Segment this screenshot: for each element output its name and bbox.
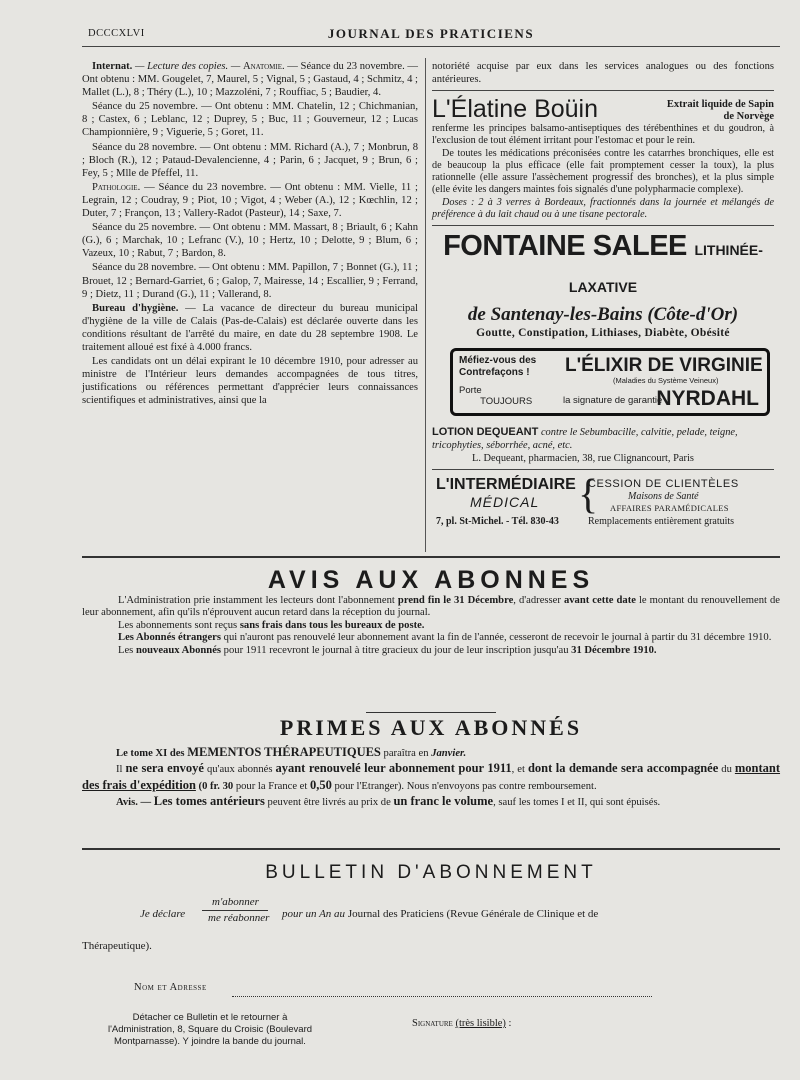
primes-paragraph-2 [82,761,780,794]
anatomie-28nov: Séance du 28 novembre. — Ont obtenu : MM. Richard (A.), 7 ; Monbrun, 8 ; Bloch (R.), 12 ; Pataud-Devalencienne, 4 ; Parin, 6 ; Jacquet, 9 ; Brun, 6 ; Fey, 5 ; Mlle de Pfeffel, 11. [82,141,418,179]
avis-paragraph-1 [82,595,780,620]
anatomie-25nov: Séance du 25 novembre. — Ont obtenu : MM. Chatelin, 12 ; Chichmanian, 8 ; Castex, 6 ; Leblanc, 12 ; Duprey, 5 ; Buc, 11 ; Gouverneur, 12 ; Lucas Championnière, 9 ; Viguerie, 5 ; Goret, 11. [82,101,418,139]
intermediaire-affaires: AFFAIRES PARAMÉDICALES [610,503,729,514]
hygiene-text: — La vacance de directeur du bureau municipal d'hygiène de la ville de Calais (Pas-de-Calais) est déclarée ouverte dans les conditions résultant de l'arrêté du maire, en date du 28 septembre 1908. Le traitement alloué est fixé à 4.000 francs. [82,302,418,353]
ad-separator [432,225,774,226]
avis-p1e: le montant du renouvellement de leur abonnement, afin qu'ils n'éprouvent aucun retard dans la réception du journal. [82,595,780,619]
elatine-extract: Extrait liquide de Sapin de Norvège [666,99,774,122]
avis-paragraph-4 [82,645,780,657]
option-reabonner[interactable]: me réabonner [208,912,270,924]
je-declare: Je déclare [140,908,186,920]
avis-p4c: pour 1911 recevront le journal à titre gracieux du jour de leur inscription jusqu'au [221,644,572,656]
primes-p2c: qu'aux abonnés [203,764,276,776]
elatine-text-2: De toutes les médications préconisées contre les catarrhes bronchiques, elle est de beaucoup la plus efficace (elle fait promptement cesser la toux), la plus rationnelle (elle assure l'assèchement progressif des bronches), et la plus simple (elle évite les dangers maintes fois signalés d'une polypharmacie complexe). [432,147,774,196]
avis-p4b: nouveaux Abonnés [135,644,222,656]
avis-p4d: 31 Décembre 1910. [571,644,657,656]
page-folio: DCCCXLVI [88,28,145,39]
primes-p2g: du [718,764,735,776]
avis-p2a: Les abonnements sont reçus [118,619,240,631]
fontaine-place: de Santenay-les-Bains (Côte-d'Or) [467,304,739,326]
intermediaire-address: 7, pl. St-Michel. - Tél. 830-43 [436,516,559,528]
hygiene-paragraph [82,302,418,354]
internat-text: — Lecture des copies. — [132,61,243,72]
right-column [432,60,774,532]
signature-label: Signature [412,1018,453,1029]
elixir-warning-2: Contrefaçons ! [459,367,530,379]
option-abonner[interactable]: m'abonner [212,896,259,908]
primes-p2b: ne sera envoyé [125,761,204,776]
elixir-ad [450,348,770,416]
pathologie-28nov: Séance du 28 novembre. — Ont obtenu : MM. Papillon, 7 ; Bonnet (G.), 11 ; Brouet, 12 ; Bernard-Garriet, 6 ; Galop, 7, Mairesse, 14 ; Escallier, 9 ; Ferrand, 9 ; Dietz, 11 ; Durand (G.), 11 ; Vallerand, 8. [82,262,418,300]
avis-p1a: L'Administration prie instamment les lecteurs dont l'abonnement [118,595,398,606]
elixir-maladies: (Maladies du Système Veineux) [613,376,719,386]
bulletin-form [82,848,780,1078]
primes-p2h: montant des frais d'expédition [82,761,781,792]
therapeutique-text: Thérapeutique). [82,940,152,952]
primes-p2l: pour l'Etranger). Nous n'envoyons pas contre remboursement. [331,780,597,792]
avis-p1d: avant cette date [563,595,636,606]
signature-field[interactable] [412,1018,511,1029]
primes-separator [366,712,496,713]
elixir-porte-1: Porte [459,385,482,397]
nom-adresse-label: Nom et Adresse [134,982,207,993]
primes-p2j: pour la France et [233,780,310,792]
hygiene-lead: Bureau d'hygiène. [92,302,179,314]
nom-adresse-field[interactable] [232,996,652,997]
fontaine-name: FONTAINE SALEE [443,230,687,263]
ad-separator [432,90,774,91]
elixir-title: L'ÉLIXIR DE VIRGINIE [565,355,763,377]
intermediaire-medical: MÉDICAL [470,494,540,511]
lotion-name: LOTION DEQUEANT [432,426,539,439]
elatine-brand: L'Élatine Boüin [432,95,599,123]
elixir-warning-1: Méfiez-vous des [459,355,537,367]
avis-paragraph-3 [82,632,780,644]
fontaine-type: LITHINÉE-LAXATIVE [568,242,763,296]
lotion-text: contre le Sebumbacille, calvitie, pelade, teigne, tricophyties, séborrhée, acné, etc. [432,427,738,452]
subscription-text [282,908,598,920]
elatine-text-3: Doses : 2 à 3 verres à Bordeaux, fractionnés dans la journée et mélangés de préférence à du lait chaud ou à une tisane pectorale. [432,196,774,221]
avis-p3b: qui n'auront pas renouvelé leur abonnement avant la fin de l'année, cesseront de recevoir le journal à partir du 31 décembre 1910. [221,632,772,644]
pathologie-label: Pathologie [92,181,138,193]
anatomie-23nov: . — Séance du 23 novembre. — Ont obtenu : MM. Gougelet, 7, Maurel, 5 ; Vignal, 5 ; Gastaud, 4 ; Schmitz, 4 ; Mallet (L.), 8 ; Théry (L.), 10 ; Mazzoléni, 7 ; Rouffiac, 5 ; Baudier, 4. [82,61,419,99]
lotion-ad [432,426,774,465]
primes-p3c: peuvent être livrés au prix de [264,797,394,809]
elixir-signature: la signature de garantie [563,395,663,407]
avis-paragraph-2 [82,620,780,632]
primes-p1a: Le tome XI des [116,748,188,759]
left-column [82,60,418,408]
primes-p2i: (0 fr. 30 [195,780,234,792]
primes-p2f: dont la demande sera accompagnée [527,761,719,776]
fraction-bar [202,910,268,911]
avis-title: AVIS AUX ABONNES [267,566,595,594]
pathologie-25nov: Séance du 25 novembre. — Ont obtenu : MM. Massart, 8 ; Briault, 6 ; Kahn (G.), 6 ; Marchak, 10 ; Lefranc (V.), 10 ; Hertz, 10 ; Delotte, 9 ; Blum, 6 ; Vazeux, 10 ; Rabut, 7 ; Bardon, 8. [82,222,418,260]
primes-p2d: ayant renouvelé leur abonnement pour 1911 [275,761,512,776]
intermediaire-maisons: Maisons de Santé [628,491,699,503]
lotion-address: L. Dequeant, pharmacien, 38, rue Clignancourt, Paris [472,453,694,465]
primes-p2k: 0,50 [309,777,332,792]
elixir-porte [459,385,532,407]
primes-paragraph-3 [82,794,780,810]
elixir-warning [459,355,536,379]
elatine-ad [432,95,774,221]
continuation-text: notoriété acquise par eux dans les services analogues ou des fonctions antérieures. [432,61,774,85]
candidats-paragraph: Les candidats ont un délai expirant le 10 décembre 1910, pour adresser au ministre de l'Intérieur leurs demandes accompagnées de tous titres, justifications ou références permettant d'apprécier leurs connaissances scientifiques et administratives, ainsi que la [82,356,418,407]
fontaine-indications: Goutte, Constipation, Lithiases, Diabète, Obésité [476,327,730,340]
primes-title: PRIMES AUX ABONNÉS [279,715,583,740]
pathologie-23nov: . — Séance du 23 novembre. — Ont obtenu : MM. Vielle, 11 ; Legrain, 12 ; Coudray, 9 ; Piot, 10 ; Vigot, 4 ; Weber (A.), 12 ; Kœchlin, 12 ; Duter, 7 ; Françon, 13 ; Vallery-Radot (Pasteur), 14 ; Saxe, 7. [82,181,418,220]
primes-p2e: , et [511,764,528,776]
primes-p1d: Janvier. [431,748,467,759]
elixir-brand: NYRDAHL [656,387,759,411]
intermediaire-name: L'INTERMÉDIAIRE [436,476,576,494]
fontaine-ad [432,230,774,340]
page-header [82,22,780,47]
pathologie-paragraph [82,181,418,220]
avis-p3a: Les Abonnés étrangers [118,632,221,644]
intermediaire-cession: CESSION DE CLIENTÈLES [588,478,739,491]
signature-legible-note: (très lisible) [455,1018,506,1029]
avis-section [82,566,780,657]
primes-p3a: Avis. — [116,797,154,809]
avis-p4a: Les [118,644,136,656]
primes-p3e: , sauf les tomes I et II, qui sont épuisés. [493,797,661,809]
fontaine-title [432,230,774,304]
primes-paragraph-1 [82,745,780,761]
primes-p3b: Les tomes antérieurs [153,794,265,809]
signature-colon: : [505,1018,512,1029]
elixir-porte-2: TOUJOURS [480,396,533,408]
primes-p2a: Il [116,764,126,776]
primes-p3d: un franc le volume [393,794,494,809]
intermediaire-remplacements: Remplacements entièrement gratuits [588,516,735,528]
anatomie-label: Anatomie [242,61,282,72]
primes-p1b: MEMENTOS THÉRAPEUTIQUES [187,745,381,759]
primes-p1c: paraîtra en [380,748,432,759]
subscription-text-rest: Journal des Praticiens (Revue Générale de Clinique et de [345,908,599,920]
column-divider [425,58,426,552]
intermediaire-ad [432,474,774,532]
avis-p1b: prend fin le 31 Décembre [397,595,514,606]
avis-p1c: , d'adresser [513,595,564,606]
internat-lead: Internat. [92,61,133,72]
ad-separator [432,469,774,470]
primes-section [82,712,780,811]
internat-paragraph [82,60,418,99]
brace-glyph: { [578,472,599,519]
journal-title: JOURNAL DES PRATICIENS [327,26,535,41]
section-rule [82,556,780,558]
bulletin-title: BULLETIN D'ABONNEMENT [265,862,597,883]
subscription-text-italic: pour un An au [282,908,346,920]
avis-p2b: sans frais dans tous les bureaux de poste. [239,619,425,631]
elatine-text-1: renferme les principes balsamo-antiseptiques des térébenthines et du goudron, à l'exclusion de tout élément irritant pour l'estomac et pour le rein. [432,123,774,147]
detach-instructions: Détacher ce Bulletin et le retourner à l'Administration, 8, Square du Croisic (Boulevard Montparnasse). Y joindre la bande du journal. [107,1012,313,1047]
